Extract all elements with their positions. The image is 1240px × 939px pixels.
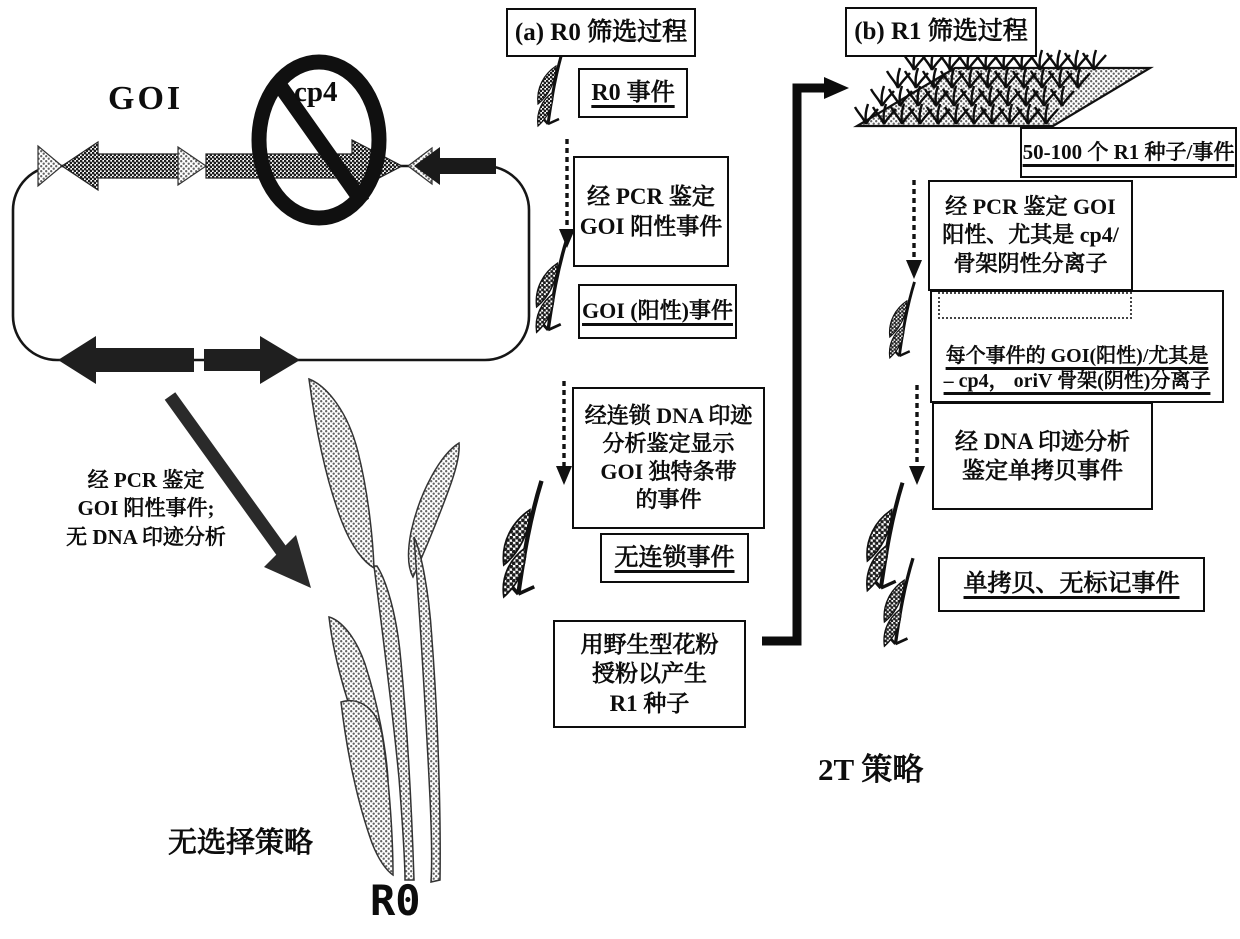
note-line: GOI 阳性事件; — [77, 496, 215, 521]
box-r1-seeds — [1020, 127, 1237, 178]
seedling-icon — [867, 483, 903, 591]
box-text: GOI 独特条带 — [600, 459, 737, 484]
plasmid-construct-diagram — [13, 62, 529, 384]
box-text: R0 事件 — [591, 79, 675, 106]
box-text: GOI (阳性)事件 — [582, 298, 733, 324]
column-b-header — [845, 7, 1037, 57]
header-text: (a) R0 筛选过程 — [514, 18, 688, 46]
box-text: 鉴定单拷贝事件 — [962, 458, 1123, 483]
box-text: 单拷贝、无标记事件 — [963, 571, 1180, 598]
box-text: GOI 阳性事件 — [579, 213, 723, 239]
r0-plant-label: R0 — [370, 876, 421, 925]
seedling-icon — [538, 46, 564, 126]
empty-inset-box — [938, 292, 1132, 319]
small-right-arrow-icon — [178, 147, 206, 185]
box-no-linkage-event — [600, 533, 749, 583]
box-a-southern-screen — [572, 387, 765, 529]
flow-connector-arrow — [762, 77, 849, 641]
box-text: 每个事件的 GOI(阳性)/尤其是 — [945, 344, 1209, 367]
note-line: 经 PCR 鉴定 — [87, 468, 205, 492]
box-text: 的事件 — [635, 487, 702, 513]
box-text: 用野生型花粉 — [580, 631, 719, 657]
r0-plant-illustration — [309, 379, 459, 882]
box-text: – cp4， oriV 骨架(阴性)分离子 — [943, 370, 1211, 393]
box-text: 分析鉴定显示 — [602, 430, 735, 456]
box-text: 经 PCR 鉴定 GOI — [945, 194, 1116, 220]
box-pollination — [553, 620, 746, 728]
seedling-icon — [536, 240, 566, 332]
box-text: 经连锁 DNA 印迹 — [584, 402, 753, 428]
seedling-icon — [884, 558, 913, 646]
goi-gene-label: GOI — [108, 80, 184, 117]
box-text: 经 DNA 印迹分析 — [954, 428, 1131, 454]
box-text: 无连锁事件 — [614, 544, 735, 571]
bottom-right-gene-arrow — [204, 336, 300, 384]
box-text: R1 种子 — [609, 690, 690, 716]
header-text: (b) R1 筛选过程 — [854, 18, 1028, 45]
box-r0-event — [578, 68, 688, 118]
note-line: 无 DNA 印迹分析 — [66, 524, 226, 549]
box-text: 50-100 个 R1 种子/事件 — [1022, 140, 1235, 165]
no-selection-strategy-label: 无选择策略 — [168, 827, 314, 859]
seedling-icon — [503, 481, 541, 597]
2t-strategy-label: 2T 策略 — [818, 752, 924, 787]
box-a-pcr-screen — [573, 156, 729, 267]
column-a-header — [506, 8, 696, 57]
box-goi-positive-event — [578, 284, 737, 339]
no-selection-note — [50, 466, 242, 551]
cp4-gene-label: cp4 — [294, 76, 338, 108]
box-text: 授粉以产生 — [592, 661, 707, 687]
box-text: 骨架阴性分离子 — [953, 250, 1108, 276]
small-right-arrow-icon — [38, 146, 62, 186]
box-text: 经 PCR 鉴定 — [587, 184, 715, 210]
seedling-tray — [855, 50, 1150, 126]
goi-gene-arrow — [62, 142, 186, 190]
box-text: 阳性、尤其是 cp4/ — [942, 222, 1119, 248]
box-b-pcr-screen — [928, 180, 1133, 291]
seedling-icon — [889, 282, 914, 358]
bottom-left-gene-arrow — [58, 336, 194, 384]
box-b-southern-screen — [932, 402, 1153, 510]
box-single-copy-event — [938, 557, 1205, 612]
